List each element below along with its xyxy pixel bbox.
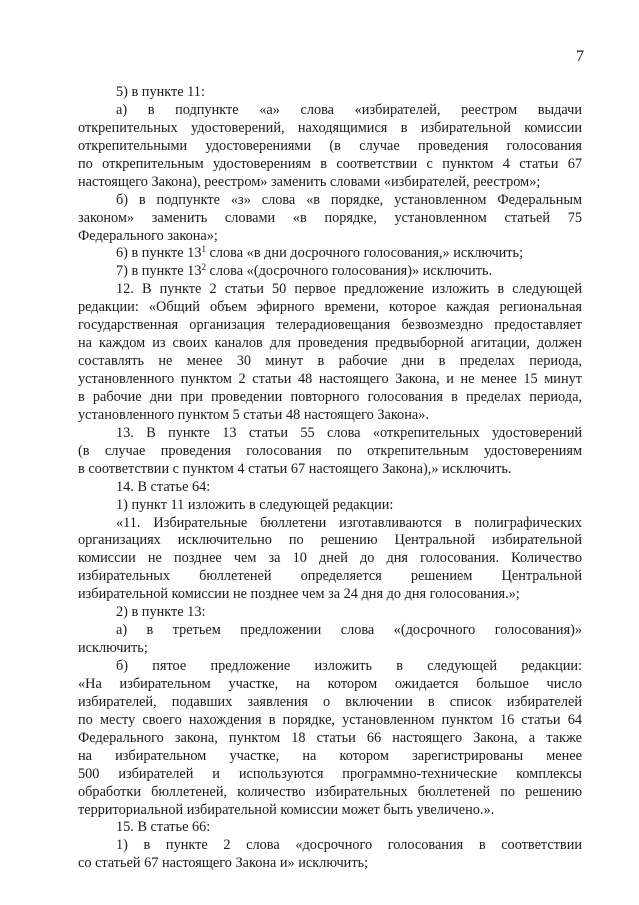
text-line: 6) в пункте $13^1$ слова «в дни досрочного голосования,» исключить; <box>116 244 524 262</box>
page-number: 7 <box>576 48 584 65</box>
paragraph <box>78 192 582 246</box>
text-line: избирательных бюллетеней определяется решением Центральной <box>78 568 582 585</box>
superscript: 2 <box>201 262 206 273</box>
text-line: Федерального закона, пунктом 18 статьи 66 настоящего Закона, а также <box>78 729 582 746</box>
paragraph <box>78 658 582 819</box>
text-line: редакции: «Общий объем эфирного времени, которое каждая региональная <box>78 299 582 316</box>
paragraph <box>78 425 582 479</box>
paragraph <box>78 837 582 873</box>
paragraph <box>78 263 582 281</box>
text-line: в рабочие дни при проведении повторного голосования в пределах периода, <box>78 388 582 405</box>
text-line: комиссии не позднее чем за 10 дней до дня голосования. Количество <box>78 550 582 567</box>
text-line: избирателей, подавших заявления о включении в список избирателей <box>78 693 582 710</box>
text-line: а) в подпункте «а» слова «избирателей, реестром выдачи <box>116 101 582 118</box>
text-line: (в случае проведения голосования по открепительным удостоверениям <box>78 442 582 459</box>
superscript: 1 <box>201 244 206 255</box>
text-line: б) в подпункте «з» слова «в порядке, установленном Федеральным <box>116 191 582 208</box>
text-line: 15. В статье 66: <box>116 819 211 836</box>
text-line: по месту своего нахождения в порядке, установленном пунктом 16 статьи 64 <box>78 711 582 728</box>
paragraph <box>78 604 582 622</box>
text-line: 1) в пункте 2 слова «досрочного голосования в соответствии <box>116 837 582 854</box>
text-line: б) пятое предложение изложить в следующей редакции: <box>116 658 582 674</box>
paragraph <box>78 497 582 515</box>
text-line: настоящего Закона), реестром» заменить словами «избирателей, реестром»; <box>78 173 541 190</box>
text-line: по открепительным удостоверениям в соответствии с пунктом 4 статьи 67 <box>78 155 582 172</box>
text-line: обработки бюллетеней, количество избирательных бюллетеней по решению <box>78 783 582 800</box>
paragraph <box>78 245 582 263</box>
text-line: 7) в пункте $13^2$ слова «(досрочного голосования)» исключить. <box>116 262 493 280</box>
paragraph <box>78 84 582 102</box>
text-line: организациях исключительно по решению Центральной избирательной <box>78 532 582 549</box>
text-line: «На избирательном участке, на котором ожидается большое число <box>78 675 582 692</box>
text-line: а) в третьем предложении слова «(досрочного голосования)» <box>116 622 582 639</box>
text-line: установленного пунктом 2 статьи 48 настоящего Закона, и не менее 15 минут <box>78 371 582 387</box>
paragraph <box>78 479 582 497</box>
text-line: открепительными удостоверениями (в случае проведения голосования <box>78 137 582 154</box>
paragraph <box>78 819 582 837</box>
paragraph <box>78 515 582 605</box>
text-line: Федерального закона»; <box>78 227 218 244</box>
text-line: 13. В пункте 13 статьи 55 слова «открепительных удостоверений <box>116 424 582 441</box>
text-line: 500 избирателей и используются программно-технические комплексы <box>78 765 582 782</box>
paragraph <box>78 102 582 192</box>
text-line: 5) в пункте 11: <box>116 84 205 100</box>
text-line: 2) в пункте 13: <box>116 604 206 621</box>
document-body <box>78 84 582 873</box>
text-line: 14. В статье 64: <box>116 478 211 495</box>
text-line: на каждом из своих каналов для проведения предвыборной агитации, должен <box>78 335 582 352</box>
text-line: территориальной избирательной комиссии может быть увеличено.». <box>78 801 495 818</box>
text-line: 12. В пункте 2 статьи 50 первое предложение изложить в следующей <box>116 281 582 298</box>
text-line: открепительных удостоверений, находящимися в избирательной комиссии <box>78 119 582 136</box>
text-line: со статьей 67 настоящего Закона и» исключить; <box>78 855 369 872</box>
text-line: исключить; <box>78 640 148 657</box>
text-line: 1) пункт 11 изложить в следующей редакции: <box>116 496 394 513</box>
text-line: государственная организация телерадиовещания безвозмездно предоставляет <box>78 317 582 334</box>
text-line: составлять не менее 30 минут в рабочие дни в пределах периода, <box>78 353 582 370</box>
text-line: «11. Избирательные бюллетени изготавливаются в полиграфических <box>116 514 582 531</box>
text-line: в соответствии с пунктом 4 статьи 67 настоящего Закона),» исключить. <box>78 460 512 477</box>
text-line: законом» заменить словами «в порядке, установленном статьей 75 <box>78 209 582 226</box>
text-line: избирательной комиссии не позднее чем за 24 дня до дня голосования.»; <box>78 586 520 603</box>
text-line: установленного пунктом 5 статьи 48 настоящего Закона». <box>78 406 429 423</box>
paragraph <box>78 281 582 425</box>
text-line: на избирательном участке, на котором зарегистрированы менее <box>78 747 582 764</box>
paragraph <box>78 622 582 658</box>
